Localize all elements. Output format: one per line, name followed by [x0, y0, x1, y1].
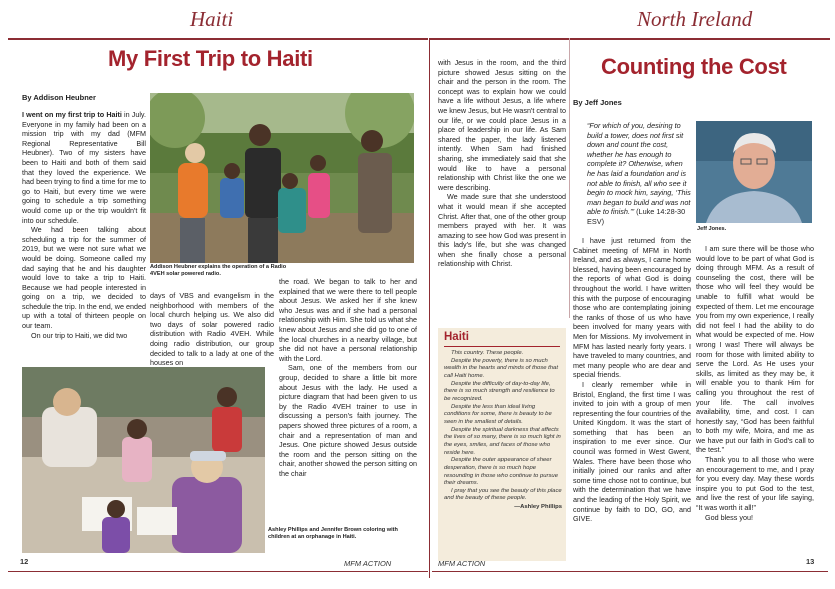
footer-rule-left [8, 571, 428, 572]
photo-caption-orphanage: Ashley Phillips and Jennifer Brown coloring with children at an orphanage in Haiti. [268, 527, 398, 540]
poem-line: This country. These people. [451, 350, 524, 356]
footer-rule-right [432, 571, 828, 572]
paragraph: Sam, one of the members from our group, decided to share a little bit more about Jesus with the lady. He used a picture diagram that had been given to us by the Radio 4VEH trainer to use in discussing a person's faith journey. The papers showed three pictures of a room, a chair and a representation of man and Jesus. One picture showed Jesus outside the room and the person sitting on the chair, another showed the person sitting on the chair [279, 363, 417, 478]
header-rule-right [430, 38, 830, 40]
sidebar-poem-text [444, 350, 562, 512]
paragraph: with Jesus in the room, and the third picture showed Jesus sitting on the chair and the person in the room. The concept was to explain how we could have a life without Jesus, a life where we knew Jesus, but He wasn't central to our life, or we could place Jesus in a place of leadership in our life. As Sam shared the paper, the lady listened intently. When Sam had finished sharing, she immediately said that she would like to have a personal relationship with Christ like the one we were describing. [438, 58, 566, 192]
page-number-12: 12 [20, 557, 29, 566]
photo-caption-jeff: Jeff Jones. [697, 226, 727, 232]
paragraph: the road. We began to talk to her and explained that we were there to tell people about Jesus. We asked her if she knew who Jesus was and if she had a personal relationship with Him. She told us what she knew about Jesus and she did go to one of the local churches in a nearby village, but she did not have a personal relationship with the Lord. [279, 277, 417, 363]
right-page-divider [569, 38, 570, 318]
poem-line: Despite the less than ideal living conditions for some, there is beauty to be seen in the smallest of details. [444, 403, 552, 425]
poem-line: I pray that you see the beauty of this place and the beauty of these people. [444, 487, 562, 502]
footer-mfm-action-center: MFM ACTION [438, 559, 486, 568]
footer-mfm-action-left: MFM ACTION [344, 559, 392, 568]
paragraph: We made sure that she understood what it would mean if she accepted Christ. After that, one of the other group members prayed with her. It was amazing to see how God was present in this lady's life, but she was changed when she finally chose a personal relationship with Christ. [438, 192, 566, 269]
byline-addison: By Addison Heubner [22, 93, 96, 102]
paragraph: I clearly remember while in Bristol, England, the first time I was invited to join with a group of men representing the four countries of the United Kingdom. It was the start of something that has been an inspiration to me ever since. Our council was formed in West Gwent, Wales. There have been those who initially joined our ranks and after some time chose not to continue, but with the determination that we have and the leading of the Holy Spirit, we continue by faith to DO, GO, and GIVE. [573, 379, 691, 524]
photo-orphanage-coloring [22, 367, 265, 553]
poem-line: Despite the spiritual darkness that affects the lives of so many, there is so much light in the eyes, smiles, and faces of those who reside here. [444, 426, 561, 456]
poem-line: Despite the outer appearance of sheer desperation, there is so much hope resounding in those who continue to pursue their dreams. [444, 457, 558, 487]
paragraph: I am sure there will be those who would love to be part of what God is doing through MFM. As a result of counseling the cost, there will be those who will feel they would be unable to fulfill what would be expected of them. Let me encourage you from my own experience, I really did not feel I had the ability to do what would be expected of me. How wrong I was! There will always be room for those with limited ability to serve the Lord. As He uses your skills, as limited as they may be, it will enable you to thank Him for calling you throughout the rest of your life. The call involves availability, time, and cost. I can honestly say, “God has been faithful to both my wife, Moira, and me as we have put our faith in God's call to the test.” [696, 244, 814, 455]
haiti-column-1 [22, 110, 146, 340]
photo-jeff-jones [696, 121, 812, 223]
paragraph: days of VBS and evangelism in the neighborhood with members of the local church helping us. We also did two days of solar powered radio distribution with Radio 4VEH. While doing radio distribution, our group decided to talk to a lady at one of the houses on [150, 291, 274, 368]
poem-signature: —Ashley Phillips [514, 504, 562, 511]
poem-line: Despite the poverty, there is so much wealth in the hearts and minds of those that call Haiti home. [444, 357, 558, 379]
haiti-column-4 [438, 58, 566, 269]
poem-line: Despite the difficulty of day-to-day life, there is so much strength and resilience to be recognized. [444, 380, 555, 402]
sidebar-title: Haiti [444, 331, 469, 343]
photo-caption-radio: Addison Heubner explains the operation of a Radio 4VEH solar powered radio. [150, 264, 287, 277]
haiti-column-3 [279, 277, 417, 478]
paragraph: I have just returned from the Cabinet meeting of MFM in North Ireland, and as always, I came home blessed, having been encouraged by the reports of what God is doing throughout the world. I have written this with the purpose of encouraging those who are contemplating joining the ranks of those of us who have been involved for many years with Men for Missions. My involvement in MFM has lasted nearly forty years. I have traveled to many countries, and met many people who are dear and special friends. [573, 236, 691, 380]
page-divider [429, 38, 430, 578]
photo-radio-demonstration [150, 93, 414, 263]
paragraph: Thank you to all those who were an encouragement to me, and I pray for you every day. May these words inspire you to put God to the test, and live the rest of your life saying, “It was worth it all!” [696, 455, 814, 513]
page-number-13: 13 [806, 557, 815, 566]
article-title-counting-cost: Counting the Cost [601, 54, 787, 79]
section-tag-north-ireland: North Ireland [637, 7, 753, 31]
sidebar-title-rule [444, 346, 560, 347]
counting-column-1 [573, 236, 691, 524]
haiti-column-2 [150, 291, 274, 368]
counting-column-2 [696, 244, 814, 522]
section-tag-haiti: Haiti [190, 7, 234, 31]
paragraph: I went on my first trip to Haiti in July. Everyone in my family had been on a mission trip with my dad (MFM Regional Representative Bill Heubner). Two of my sisters have been to Haiti and both of them said that they loved the experience. We had been trying to find a time for me to go to Haiti, but every time we were going to schedule a trip something would come up or the trip wouldn't fit into our schedule. [22, 110, 146, 225]
header-rule-left [8, 38, 428, 40]
scripture-quote: “For which of you, desiring to build a tower, does not first sit down and count the cost, whether he has enough to complete it? Otherwise, when he has laid a foundation and is not able to finish, all who see it begin to mock him, saying, ‘This man began to build and was not able to finish.’” (Luke 14:28-30 ESV) [587, 121, 691, 226]
paragraph: We had been talking about scheduling a trip for the summer of 2019, but we were not sure what we would be doing. Someone called my dad saying that he and his daughter would love to take a trip to Haiti. Because we had people interested in going on a trip, we decided to schedule the trip. In the end, we ended up with a total of thirteen people on our team. [22, 225, 146, 331]
byline-jeff-jones: By Jeff Jones [573, 98, 622, 107]
article-title-haiti: My First Trip to Haiti [108, 46, 313, 71]
paragraph: On our trip to Haiti, we did two [31, 330, 128, 340]
paragraph: God bless you! [705, 512, 753, 522]
